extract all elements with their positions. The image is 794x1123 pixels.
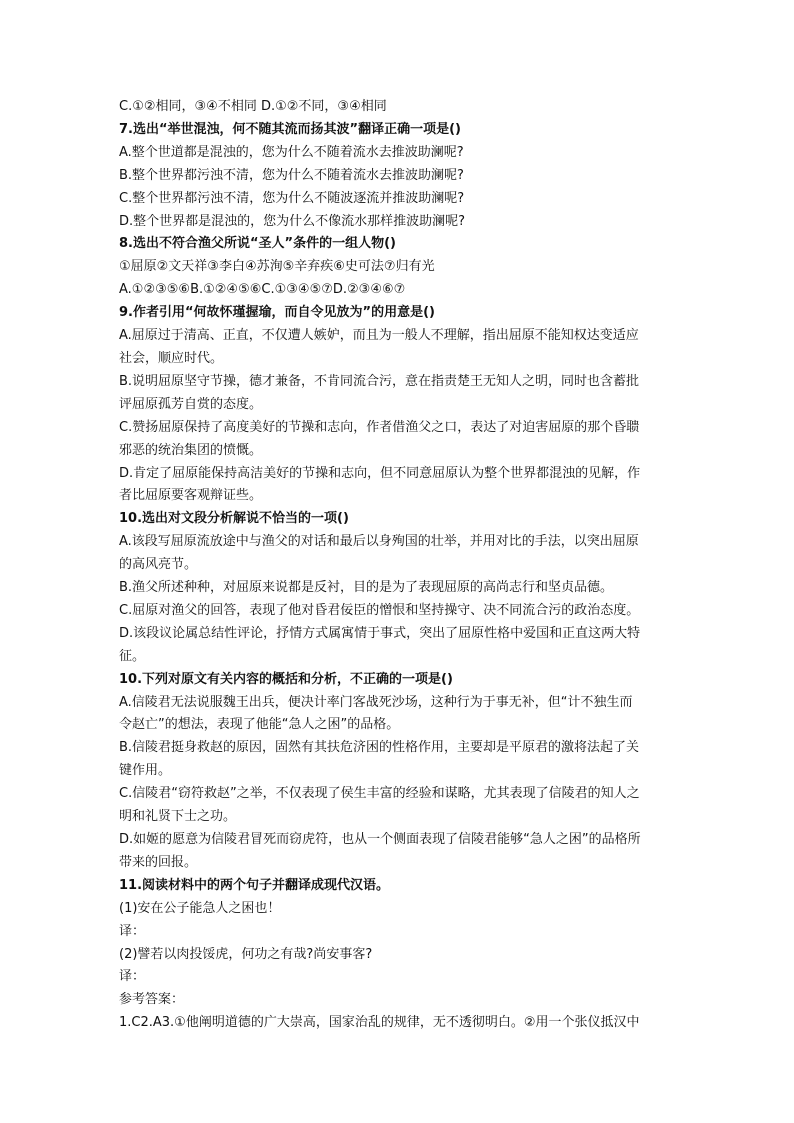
option-line: C.信陵君“窃符救赵”之举，不仅表现了侯生丰富的经验和谋略，尤其表现了信陵君的知人之 — [119, 786, 640, 802]
option-line: D.整个世界都是混浊的，您为什么不像流水那样推波助澜呢? — [119, 213, 466, 229]
question-10b-stem: 10.下列对原文有关内容的概括和分析，不正确的一项是() — [119, 671, 453, 687]
option-line: C.整个世界都污浊不清，您为什么不随波逐流并推波助澜呢? — [119, 190, 465, 206]
option-line: 邪恶的统治集团的愤慨。 — [119, 442, 263, 458]
option-line: B.整个世界都污浊不清，您为什么不随着流水去推波助澜呢? — [119, 167, 464, 183]
option-line: A.信陵君无法说服魏王出兵，便决计率门客战死沙场，这种行为于事无补，但“计不独生而 — [119, 694, 633, 710]
option-line: A.整个世道都是混浊的，您为什么不随着流水去推波助澜呢? — [119, 144, 464, 160]
option-line: 带来的回报。 — [119, 854, 198, 870]
option-line: 社会，顺应时代。 — [119, 350, 224, 366]
option-line: C.屈原对渔父的回答，表现了他对昏君佞臣的憎恨和坚持操守、决不同流合污的政治态度。 — [119, 602, 640, 618]
option-line: 键作用。 — [119, 763, 172, 779]
option-line: 令赵亡”的想法，表现了他能“急人之困”的品格。 — [119, 717, 400, 733]
answer-heading: 参考答案： — [119, 992, 185, 1008]
option-line: D.肯定了屈原能保持高洁美好的节操和志向，但不同意屈原认为整个世界都混浊的见解，作 — [119, 465, 641, 481]
text-line: (2)譬若以肉投馁虎，何功之有哉?尚安事客? — [119, 946, 373, 962]
option-line: B.信陵君挺身救赵的原因，固然有其扶危济困的性格作用，主要却是平原君的激将法起了关 — [119, 740, 640, 756]
question-11-stem: 11.阅读材料中的两个句子并翻译成现代汉语。 — [119, 877, 390, 893]
option-line: 评屈原孤芳自赏的态度。 — [119, 396, 263, 412]
option-line: A.屈原过于清高、正直，不仅遭人嫉妒，而且为一般人不理解，指出屈原不能知权达变适应 — [119, 328, 639, 344]
option-line: 的高风亮节。 — [119, 557, 198, 573]
document-page — [119, 96, 679, 1035]
option-line: 明和礼贤下士之功。 — [119, 809, 237, 825]
option-line: D.该段议论属总结性评论，抒情方式属寓情于事式，突出了屈原性格中爱国和正直这两大特 — [119, 625, 641, 641]
option-line: B.渔父所述种种，对屈原来说都是反衬，目的是为了表现屈原的高尚志行和坚贞品德。 — [119, 580, 614, 596]
option-line: A.该段写屈原流放途中与渔父的对话和最后以身殉国的壮举，并用对比的手法，以突出屈原 — [119, 534, 639, 550]
question-8-stem: 8.选出不符合渔父所说“圣人”条件的一组人物() — [119, 236, 396, 252]
answer-line: 1.C2.A3.①他阐明道德的广大崇高，国家治乱的规律，无不透彻明白。②用一个张仪抵汉中 — [119, 1015, 640, 1031]
option-line: A.①②③⑤⑥B.①②④⑤⑥C.①③④⑤⑦D.②③④⑥⑦ — [119, 282, 406, 298]
translation-label: 译： — [119, 923, 146, 939]
question-9-stem: 9.作者引用“何故怀瑾握瑜，而自令见放为”的用意是() — [119, 305, 435, 321]
option-line: 征。 — [119, 648, 146, 664]
text-line: (1)安在公子能急人之困也！ — [119, 900, 281, 916]
text-line: C.①②相同，③④不相同 D.①②不同，③④相同 — [119, 99, 387, 114]
question-10-stem: 10.选出对文段分析解说不恰当的一项() — [119, 511, 349, 527]
option-line: C.赞扬屈原保持了高度美好的节操和志向，作者借渔父之口，表达了对迫害屈原的那个昏聩 — [119, 419, 640, 435]
option-line: B.说明屈原坚守节操，德才兼备，不肯同流合污，意在指责楚王无知人之明，同时也含蓄批 — [119, 373, 640, 389]
text-line: ①屈原②文天祥③李白④苏洵⑤辛弃疾⑥史可法⑦归有光 — [119, 259, 435, 275]
question-7-stem: 7.选出“举世混浊，何不随其流而扬其波”翻译正确一项是() — [119, 121, 461, 137]
translation-label: 译： — [119, 969, 146, 985]
option-line: 者比屈原要客观辩证些。 — [119, 488, 263, 504]
option-line: D.如姬的愿意为信陵君冒死而窃虎符，也从一个侧面表现了信陵君能够“急人之困”的品格所 — [119, 832, 641, 847]
